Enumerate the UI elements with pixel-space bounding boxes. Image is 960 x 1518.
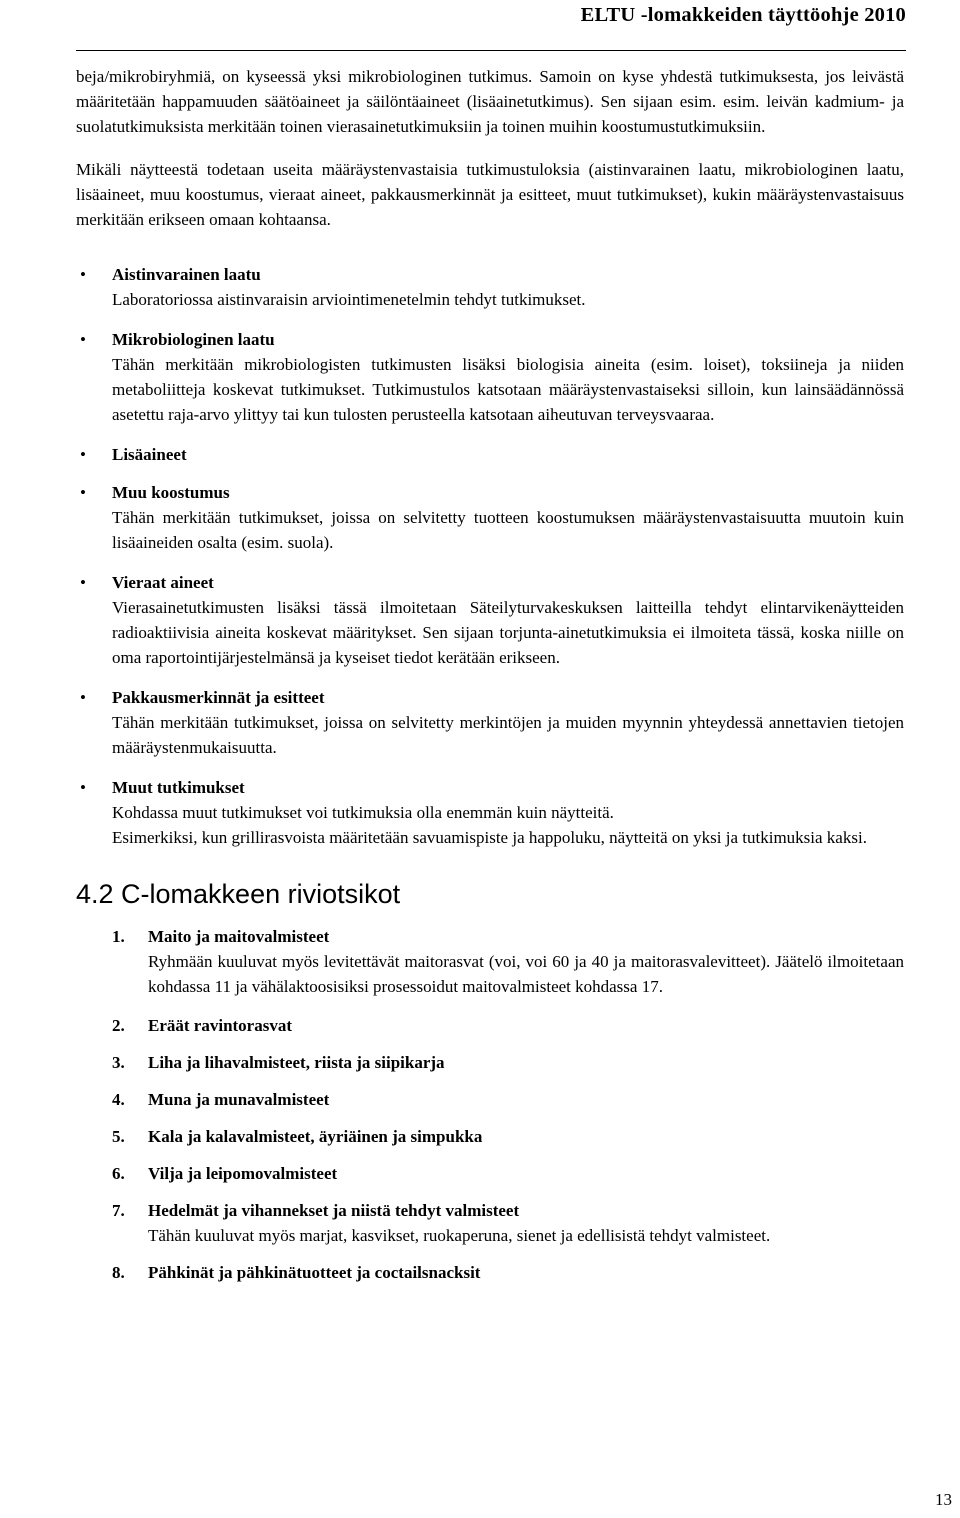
item-number: 8. xyxy=(112,1263,125,1282)
item-number: 1. xyxy=(112,927,125,946)
numbered-item xyxy=(112,1013,904,1038)
bullet-item xyxy=(76,570,904,670)
page-number: 13 xyxy=(935,1490,952,1509)
item-title: Hedelmät ja vihannekset ja niistä tehdyt valmisteet xyxy=(148,1201,520,1220)
item-number: 2. xyxy=(112,1016,125,1035)
bullet-title: Muu koostumus xyxy=(112,483,230,502)
page-content xyxy=(76,64,904,1297)
bullet-body: Tähän merkitään mikrobiologisten tutkimusten lisäksi biologisia aineita (esim. loiset), toksiineja ja niiden metaboliitteja koskevat tutkimukset. Tutkimustulos katsotaan määräystenvastaiseksi silloin, kun lainsäädännössä asetettu raja-arvo ylittyy tai kun tulosten perusteella katsotaan aiheutuvan terveysvaaraa. xyxy=(112,355,904,424)
item-title: Kala ja kalavalmisteet, äyriäinen ja simpukka xyxy=(148,1127,483,1146)
numbered-item xyxy=(112,1087,904,1112)
bullet-icon: • xyxy=(80,330,86,349)
item-title: Vilja ja leipomovalmisteet xyxy=(148,1164,338,1183)
intro-paragraph-2: Mikäli näytteestä todetaan useita määräystenvastaisia tutkimustuloksia (aistinvarainen laatu, mikrobiologinen laatu, lisäaineet, muu koostumus, vieraat aineet, pakkausmerkinnät ja esitteet, muut tutkimukset), kukin määräystenvastaisuus merkitään erikseen omaan kohtaansa. xyxy=(76,160,904,229)
item-number: 5. xyxy=(112,1127,125,1146)
numbered-item xyxy=(112,1161,904,1186)
numbered-item xyxy=(112,1124,904,1149)
bullet-body: Tähän merkitään tutkimukset, joissa on selvitetty merkintöjen ja muiden myynnin yhteydessä annettavien tietojen määräystenmukaisuutta. xyxy=(112,713,904,757)
numbered-item xyxy=(112,924,904,999)
bullet-body-extra: Esimerkiksi, kun grillirasvoista määritetään savuamispiste ja happoluku, näytteitä on yksi ja tutkimuksia kaksi. xyxy=(112,828,867,847)
bullet-item xyxy=(76,442,904,467)
item-title: Liha ja lihavalmisteet, riista ja siipikarja xyxy=(148,1053,445,1072)
item-number: 3. xyxy=(112,1053,125,1072)
item-title: Eräät ravintorasvat xyxy=(148,1016,293,1035)
bullet-body: Kohdassa muut tutkimukset voi tutkimuksia olla enemmän kuin näytteitä. xyxy=(112,803,614,822)
bullet-item xyxy=(76,685,904,760)
numbered-item xyxy=(112,1198,904,1248)
bullet-icon: • xyxy=(80,778,86,797)
numbered-item xyxy=(112,1050,904,1075)
numbered-item xyxy=(112,1260,904,1285)
item-number: 6. xyxy=(112,1164,125,1183)
bullet-title: Lisäaineet xyxy=(112,445,187,464)
bullet-item xyxy=(76,480,904,555)
item-title: Maito ja maitovalmisteet xyxy=(148,927,330,946)
bullet-title: Pakkausmerkinnät ja esitteet xyxy=(112,688,325,707)
item-title: Muna ja munavalmisteet xyxy=(148,1090,330,1109)
bullet-icon: • xyxy=(80,688,86,707)
intro-paragraph-1: beja/mikrobiryhmiä, on kyseessä yksi mikrobiologinen tutkimus. Samoin on kyse yhdestä tutkimuksesta, jos leivästä määritetään happamuuden säätöaineet ja säilöntäaineet (lisäainetutkimus). Sen sijaan esim. esim. leivän kadmium- ja suolatutkimuksista merkitään toinen vierasainetutkimuksiin ja toinen muihin koostumustutkimuksiin. xyxy=(76,67,904,136)
document-title: ELTU -lomakkeiden täyttöohje 2010 xyxy=(580,4,906,26)
bullet-icon: • xyxy=(80,573,86,592)
section-heading: 4.2 C-lomakkeen riviotsikot xyxy=(76,879,401,909)
bullet-body: Laboratoriossa aistinvaraisin arviointimenetelmin tehdyt tutkimukset. xyxy=(112,290,586,309)
item-number: 4. xyxy=(112,1090,125,1109)
category-bullet-list xyxy=(76,262,904,850)
bullet-item xyxy=(76,262,904,312)
bullet-title: Vieraat aineet xyxy=(112,573,214,592)
bullet-item xyxy=(76,327,904,427)
item-number: 7. xyxy=(112,1201,125,1220)
row-heading-list xyxy=(112,924,904,1285)
item-body: Ryhmään kuuluvat myös levitettävät maitorasvat (voi, voi 60 ja 40 ja maitorasvalevitteet). Jäätelö ilmoitetaan kohdassa 11 ja vähälaktoosisiksi prosessoidut maitovalmisteet kohdassa 17. xyxy=(148,952,904,996)
bullet-body: Vierasainetutkimusten lisäksi tässä ilmoitetaan Säteilyturvakeskuksen laitteilla tehdyt elintarvikenäytteiden radioaktiivisia aineita koskevat määritykset. Sen sijaan torjunta-ainetutkimuksia ei ilmoiteta tässä, koska niille on oma raportointijärjestelmänsä ja kyseiset tiedot kerätään erikseen. xyxy=(112,598,904,667)
bullet-item xyxy=(76,775,904,850)
bullet-title: Mikrobiologinen laatu xyxy=(112,330,275,349)
bullet-icon: • xyxy=(80,265,86,284)
item-body: Tähän kuuluvat myös marjat, kasvikset, ruokaperuna, sienet ja edellisistä tehdyt valmisteet. xyxy=(148,1226,771,1245)
page-header xyxy=(76,0,906,51)
bullet-title: Aistinvarainen laatu xyxy=(112,265,261,284)
bullet-body: Tähän merkitään tutkimukset, joissa on selvitetty tuotteen koostumuksen määräystenvastaisuutta muutoin kuin lisäaineiden osalta (esim. suola). xyxy=(112,508,904,552)
bullet-icon: • xyxy=(80,445,86,464)
item-title: Pähkinät ja pähkinätuotteet ja coctailsnacksit xyxy=(148,1263,481,1282)
bullet-title: Muut tutkimukset xyxy=(112,778,245,797)
bullet-icon: • xyxy=(80,483,86,502)
